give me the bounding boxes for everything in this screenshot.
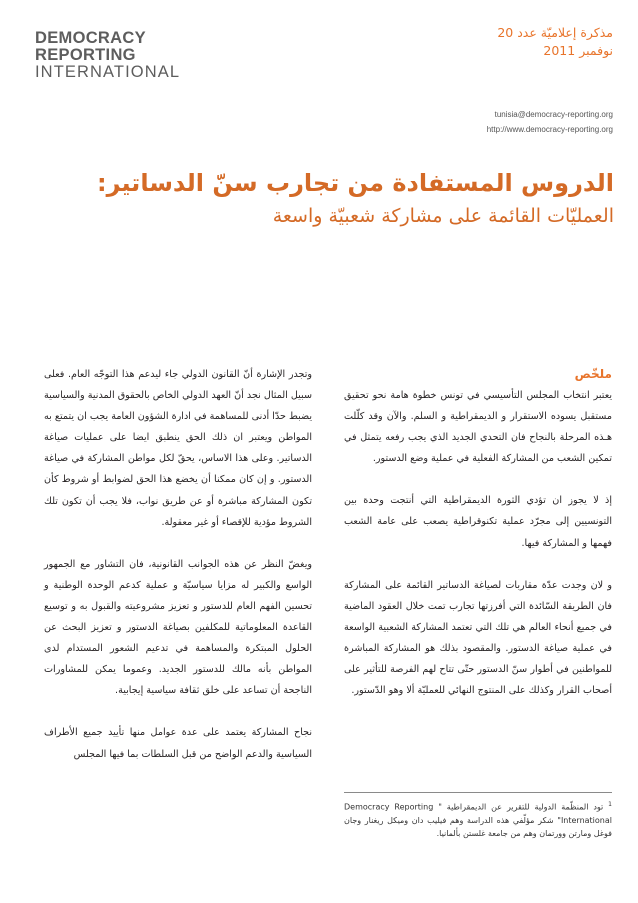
document-title-block [14,165,614,231]
left-column [44,364,312,786]
footnote [344,792,612,840]
summary-heading: ملخّص [574,367,612,381]
left-paragraph-1: وتجدر الإشارة أنّ القانون الدولي جاء ليدعم هذا التوجّه العام. فعلى سبيل المثال نجد أنّ العهد الدولي الخاص بالحقوق المدنية والسياسية يضبط حدّا أدنى للمساهمة في ادارة الشؤون العامة يجب ان يتمتع به المواطن ويعتبر ان ذلك الحق ينطبق ايضا على عمليات صياغة الدساتير. وعلى هذا الاساس، يحقّ لكل مواطن المشاركة في صياغة الدستور. و إن كان ممكنا أن يخضع هذا الحق لضوابط أو شروط كأن تكون المشاركة مباشرة أو عن طريق نواب، فلا يجب أن تكون تلك الشروط مؤدية للإقصاء أو غير معقولة. [44,369,312,528]
document-title: الدروس المستفادة من تجارب سنّ الدساتير: [96,169,614,197]
summary-paragraph-2: إذ لا يجوز ان تؤدي الثورة الديمقراطية التي أنتجت وحدة بين التونسيين إلى مجرّد عملية تكنوقراطية يصعب على عامة الشعب فهمها و المشاركة فيها. [344,495,612,549]
summary-paragraph-3: و لان وجدت عدّة مقاربات لصياغة الدساتير القائمة على المشاركة فان الطريقة السّائدة التي أفرزتها تجارب تمت خلال العقود الماضية في جميع أنحاء العالم هي تلك التي تعتمد المشاركة الشعبية الواسعة في عملية صياغة الدستور. والمقصود بذلك هو المشاركة المباشرة للمواطنين في أطوار سنّ الدستور حتّى تتاح لهم الفرصة للتأثير على أصحاب القرار وكذلك على المنتوج النهائي للعمليّة ألا وهو الدّستور. [344,579,612,697]
logo-line-reporting: REPORTING [35,46,136,64]
memo-number: مذكرة إعلاميّة عدد 20 [497,25,613,40]
logo [35,30,180,81]
left-paragraph-3: نجاح المشاركة يعتمد على عدة عوامل منها تأييد جميع الأطراف السياسية والدعم الواضح من قبل السلطات بما فيها المجلس [44,727,312,760]
logo-line-democracy: DEMOCRACY [35,29,146,47]
contact-block [487,107,613,137]
footnote-text: تود المنظّمة الدولية للتقرير عن الديمقراطية " Democracy Reporting International" شكر مؤلّفي هذه الدراسة وهم فيليب دان وميكل ريغنار وجان فوغل ومارتن وورتمان وهم من جامعة غلستن بألمانيا. [344,802,612,838]
footnote-marker: 1 [608,801,612,808]
contact-email[interactable]: tunisia@democracy-reporting.org [494,110,613,119]
summary-paragraph-1: يعتبر انتخاب المجلس التأسيسي في تونس خطوة هامة نحو تحقيق مستقبل يسوده الاستقرار و الديمقراطية و السلم. والآن وقد كلّلت هـذه المرحلة بالنجاح فان التحدي الجديد الذي يجب رفعه يتمثل في تمكين الشعب من المشاركة الفعلية في عملية وضع الدستور. [344,390,612,465]
logo-line-international: INTERNATIONAL [35,63,181,81]
memo-header [497,24,613,60]
contact-website[interactable]: http://www.democracy-reporting.org [486,125,613,134]
memo-date: نوفمبر 2011 [543,43,613,58]
document-subtitle: العمليّات القائمة على مشاركة شعبيّة واسعة [272,205,614,227]
summary-column [344,364,612,722]
left-paragraph-2: ويغضّ النظر عن هذه الجوانب القانونية، فان التشاور مع الجمهور الواسع والكبير له مزايا سياسيّة و عملية كدعم الوحدة الوطنية و تحسين الفهم العام للدستور و تعزيز مشروعيته والقبول به و توسيع القاعدة المعلوماتية للمكلفين بصياغة الدستور و تعزيز البحث عن الحلول المبتكرة والمساهمة في تدعيم الشعور المستدام لدى المواطن بأنه مالك للدستور الجديد. وعموما يمكن للمشاورات الناجحة أن تساعد على خلق ثقافة سياسية إيجابية. [44,558,312,697]
